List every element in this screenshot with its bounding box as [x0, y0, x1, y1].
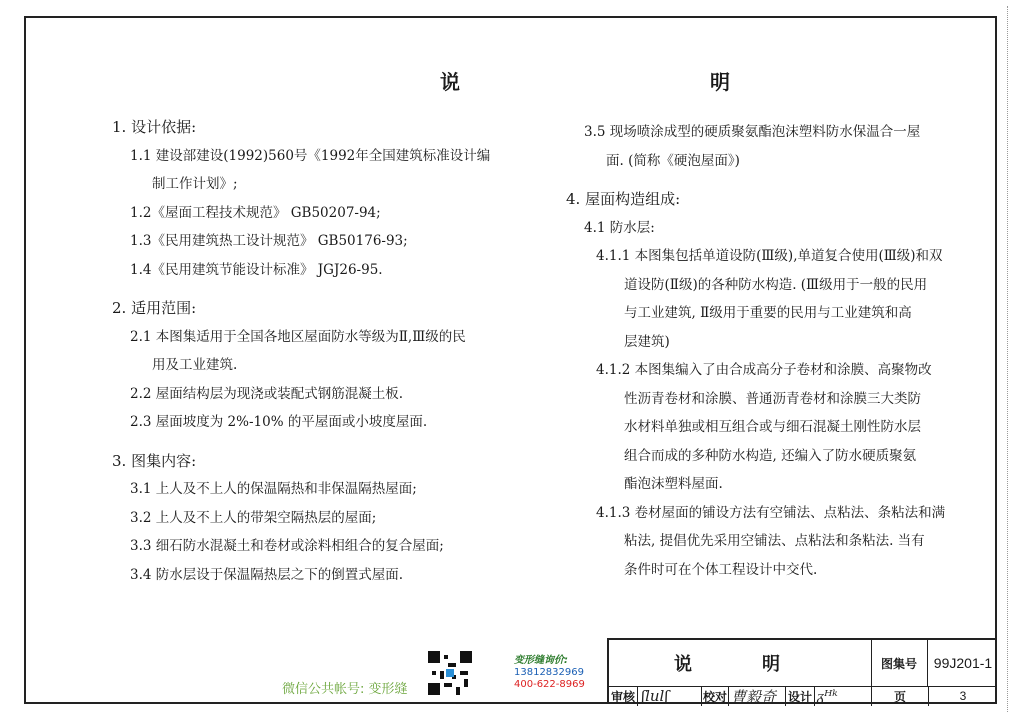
qr-code: [428, 651, 472, 695]
design-label: 设计: [785, 686, 815, 706]
wechat-account: 微信公共帐号: 变形缝: [282, 682, 408, 697]
review-label: 审核: [611, 686, 638, 706]
text-line: 用及工业建筑.: [152, 357, 238, 373]
text-line: 3.3 细石防水混凝土和卷材或涂料相组合的复合屋面;: [130, 538, 444, 554]
binding-edge: [1007, 6, 1018, 712]
text-line: 1.3《民用建筑热工设计规范》 GB50176-93;: [130, 233, 408, 249]
section-heading: 1. 设计依据:: [112, 118, 197, 136]
checker-signature: 曹毅奇: [731, 687, 777, 706]
drawing-name: 说 明: [609, 640, 872, 686]
right-column: [566, 118, 966, 584]
text-line: 层建筑): [624, 333, 670, 350]
text-line: 4.1 防水层:: [584, 219, 655, 236]
designer-signature: ᵹᴴᵏ: [817, 686, 838, 705]
left-column: [112, 113, 552, 589]
text-line: 3.2 上人及不上人的带架空隔热层的屋面;: [130, 509, 377, 526]
text-line: 2.1 本图集适用于全国各地区屋面防水等级为Ⅱ,Ⅲ级的民: [130, 328, 466, 345]
text-line: 1.1 建设部建设(1992)560号《1992年全国建筑标准设计编: [130, 147, 491, 164]
text-line: 面. (简称《硬泡屋面》): [606, 152, 740, 169]
atlas-number-label: 图集号: [871, 640, 928, 686]
text-line: 1.2《屋面工程技术规范》 GB50207-94;: [130, 204, 381, 221]
text-line: 水材料单独或相互组合或与细石混凝土刚性防水层: [624, 419, 921, 435]
page-title: 说 明: [440, 70, 800, 94]
text-line: 3.4 防水层设于保温隔热层之下的倒置式屋面.: [130, 566, 404, 583]
text-line: 酯泡沫塑料屋面.: [624, 476, 723, 492]
section-heading: 3. 图集内容:: [112, 451, 197, 470]
contact-info: [514, 655, 585, 691]
text-line: 组合而成的多种防水构造, 还编入了防水硬质聚氨: [624, 447, 917, 464]
text-line: 与工业建筑, Ⅱ级用于重要的民用与工业建筑和高: [624, 305, 912, 321]
text-line: 1.4《民用建筑节能设计标准》 JGJ26-95.: [130, 261, 383, 278]
consult-label: 变形缝询价:: [514, 655, 568, 666]
section-heading: 2. 适用范围:: [112, 299, 197, 317]
phone-hotline: 400-622-8969: [514, 679, 585, 690]
text-line: 2.3 屋面坡度为 2%-10% 的平屋面或小坡度屋面.: [130, 414, 428, 430]
phone-mobile: 13812832969: [514, 667, 584, 678]
text-line: 4.1.1 本图集包括单道设防(Ⅲ级),单道复合使用(Ⅲ级)和双: [596, 248, 943, 264]
text-line: 4.1.2 本图集编入了由合成高分子卷材和涂膜、高聚物改: [596, 362, 932, 378]
section-heading: 4. 屋面构造组成:: [566, 190, 681, 208]
page-number: 3: [959, 689, 967, 703]
text-line: 性沥青卷材和涂膜、普通沥青卷材和涂膜三大类防: [624, 390, 921, 407]
text-line: 粘法, 提倡优先采用空铺法、点粘法和条粘法. 当有: [624, 533, 925, 549]
text-line: 道设防(Ⅱ级)的各种防水构造. (Ⅲ级用于一般的民用: [624, 276, 928, 293]
text-line: 制工作计划》;: [152, 176, 238, 192]
text-line: 3.5 现场喷涂成型的硬质聚氨酯泡沫塑料防水保温合一屋: [584, 124, 921, 140]
text-line: 3.1 上人及不上人的保温隔热和非保温隔热屋面;: [130, 481, 417, 497]
title-block: [607, 638, 997, 704]
text-line: 2.2 屋面结构层为现浇或装配式钢筋混凝土板.: [130, 385, 404, 402]
reviewer-signature: ʃlulʃ: [641, 687, 669, 705]
text-line: 4.1.3 卷材屋面的铺设方法有空铺法、点粘法、条粘法和满: [596, 504, 946, 521]
atlas-number: 99J201-1: [933, 655, 993, 671]
check-label: 校对: [701, 686, 729, 706]
page-label: 页: [871, 686, 929, 706]
text-line: 条件时可在个体工程设计中交代.: [624, 561, 818, 578]
